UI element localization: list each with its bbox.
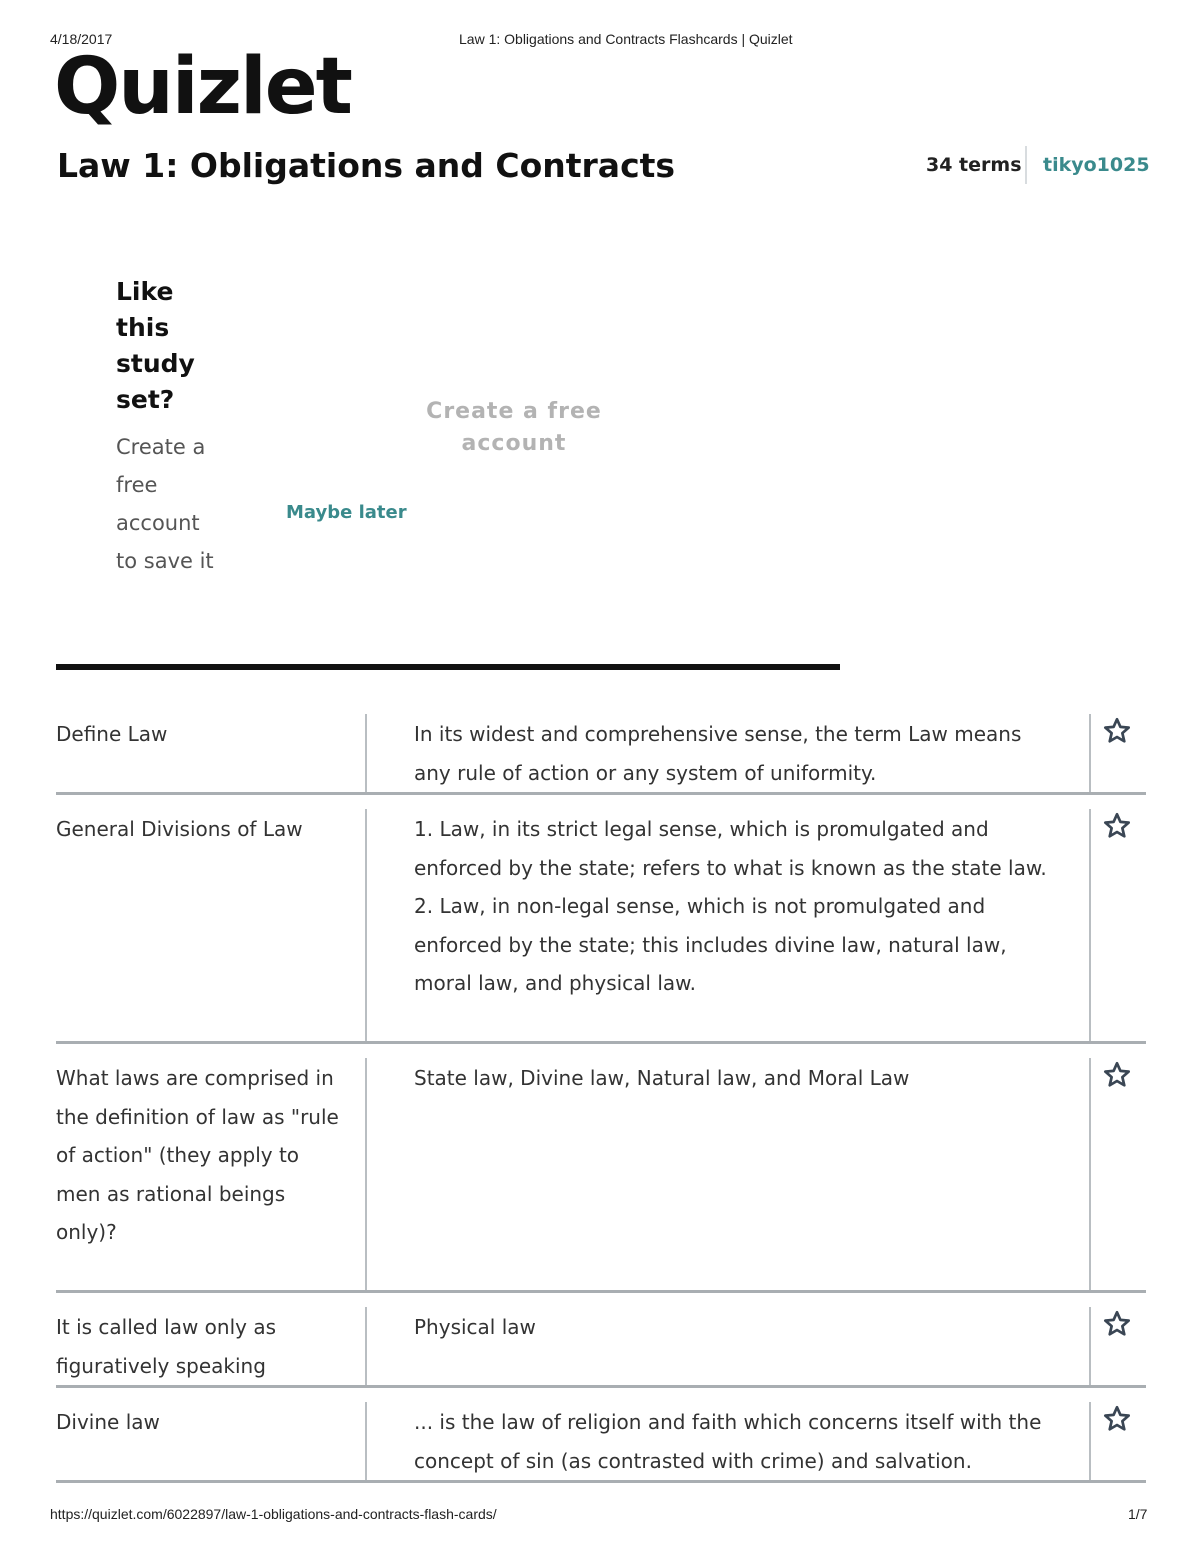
table-row: [56, 714, 1146, 795]
promo-text: Create a free account to save it: [116, 435, 214, 573]
column-divider: [365, 809, 367, 1041]
column-divider: [1089, 714, 1091, 792]
terms-list: [56, 714, 1146, 1497]
column-divider: [1089, 1402, 1091, 1480]
column-divider: [1089, 1307, 1091, 1385]
definition-text: ... is the law of religion and faith which concerns itself with the concept of sin (as contrasted with crime) and salvation.: [414, 1410, 1042, 1473]
print-url: https://quizlet.com/6022897/law-1-obligations-and-contracts-flash-cards/: [50, 1506, 497, 1522]
promo-heading: Like this study set?: [116, 277, 195, 414]
column-divider: [365, 1058, 367, 1290]
term-text: It is called law only as figuratively speaking: [56, 1315, 277, 1378]
definition-text: In its widest and comprehensive sense, the term Law means any rule of action or any system of uniformity.: [414, 722, 1022, 785]
column-divider: [365, 1402, 367, 1480]
column-divider: [365, 1307, 367, 1385]
maybe-later-button[interactable]: Maybe later: [286, 502, 407, 523]
print-date: 4/18/2017: [50, 31, 113, 47]
meta-divider: [1025, 146, 1027, 184]
table-row: [56, 809, 1146, 1044]
page-title: Law 1: Obligations and Contracts: [57, 146, 676, 185]
page-number: 1/7: [1128, 1506, 1148, 1522]
star-icon[interactable]: [1102, 1309, 1136, 1343]
column-divider: [1089, 809, 1091, 1041]
table-row: [56, 1402, 1146, 1483]
term-text: Define Law: [56, 722, 168, 746]
term-text: What laws are comprised in the definition of law as "rule of action" (they apply to men as rational beings only)?: [56, 1066, 339, 1244]
term-text: Divine law: [56, 1410, 160, 1434]
author-link[interactable]: tikyo1025: [1043, 154, 1150, 176]
term-count: 34 terms: [926, 154, 1022, 176]
star-icon[interactable]: [1102, 811, 1136, 845]
definition-text: Physical law: [414, 1315, 536, 1339]
quizlet-logo[interactable]: Quizlet: [54, 42, 351, 132]
definition-text: State law, Divine law, Natural law, and Moral Law: [414, 1066, 910, 1090]
table-row: [56, 1058, 1146, 1293]
create-account-button[interactable]: Create a free account: [426, 399, 602, 456]
star-icon[interactable]: [1102, 1404, 1136, 1438]
star-icon[interactable]: [1102, 1060, 1136, 1094]
column-divider: [365, 714, 367, 792]
column-divider: [1089, 1058, 1091, 1290]
term-text: General Divisions of Law: [56, 817, 303, 841]
table-row: [56, 1307, 1146, 1388]
definition-text: 1. Law, in its strict legal sense, which is promulgated and enforced by the state; refers to what is known as the state law. 2. Law, in non-legal sense, which is not promulgated and enforced by the state; this includes divine law, natural law, moral law, and physical law.: [414, 817, 1047, 995]
print-doc-title: Law 1: Obligations and Contracts Flashcards | Quizlet: [459, 31, 793, 47]
section-divider: [56, 664, 840, 670]
star-icon[interactable]: [1102, 716, 1136, 750]
